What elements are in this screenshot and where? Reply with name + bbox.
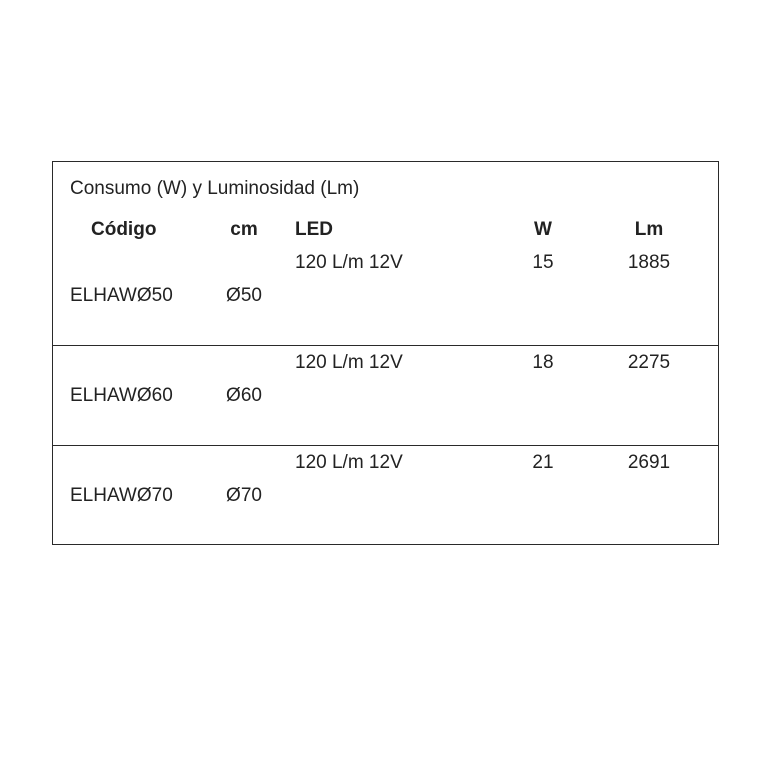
row-3-lm: 2691 xyxy=(627,452,671,473)
row-2-led: 120 L/m 12V xyxy=(295,352,403,373)
row-1-code: ELHAWØ50 xyxy=(70,285,173,306)
header-lm: Lm xyxy=(634,219,664,240)
table-title: Consumo (W) y Luminosidad (Lm) xyxy=(70,178,360,199)
row-2-w: 18 xyxy=(532,352,554,373)
header-cm: cm xyxy=(230,219,258,240)
row-3-cm: Ø70 xyxy=(226,485,262,506)
row-2-code: ELHAWØ60 xyxy=(70,385,173,406)
row-divider-2 xyxy=(53,445,718,446)
row-divider-1 xyxy=(53,345,718,346)
row-1-lm: 1885 xyxy=(627,252,671,273)
row-1-led: 120 L/m 12V xyxy=(295,252,403,273)
row-1-cm: Ø50 xyxy=(226,285,262,306)
row-2-cm: Ø60 xyxy=(226,385,262,406)
row-2-lm: 2275 xyxy=(627,352,671,373)
header-led: LED xyxy=(295,219,333,240)
spec-table xyxy=(52,161,719,545)
row-1-w: 15 xyxy=(532,252,554,273)
header-code: Código xyxy=(91,219,157,240)
header-w: W xyxy=(534,219,552,240)
row-3-led: 120 L/m 12V xyxy=(295,452,403,473)
row-3-w: 21 xyxy=(532,452,554,473)
row-3-code: ELHAWØ70 xyxy=(70,485,173,506)
